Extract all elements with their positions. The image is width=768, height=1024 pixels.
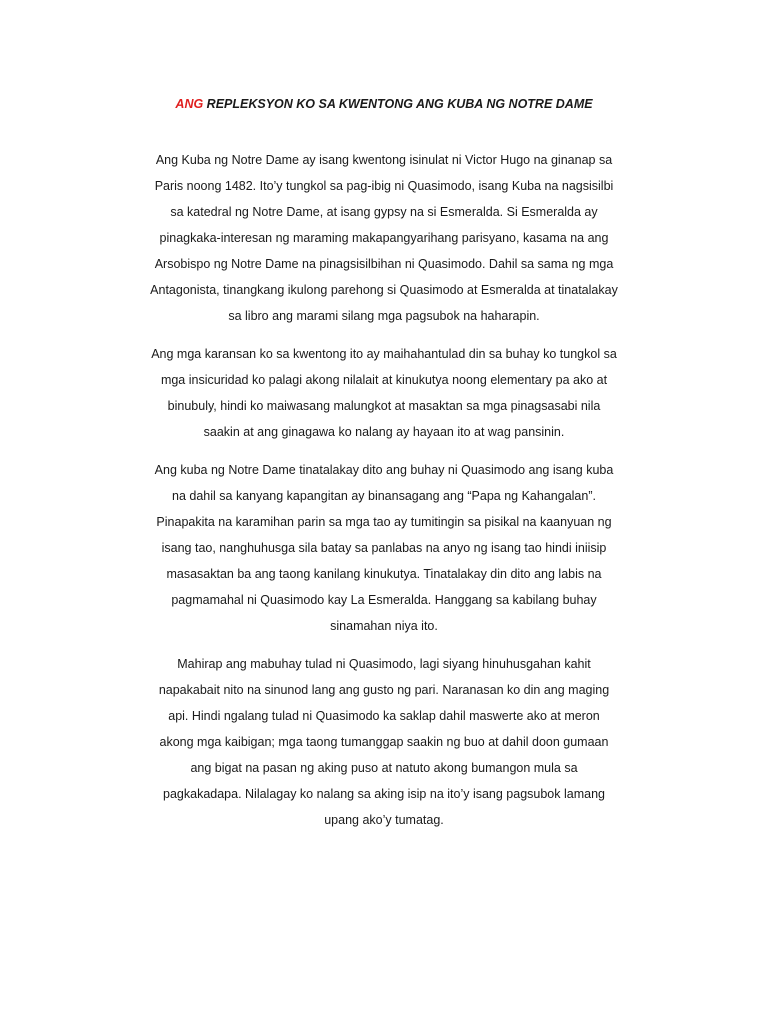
paragraph-2: Ang mga karansan ko sa kwentong ito ay maihahantulad din sa buhay ko tungkol sa mga insicuridad ko palagi akong nilalait at kinukutya noong elementary pa ako at binubuly, hindi ko maiwasang malungkot at masaktan sa mga pinagsasabi nila saakin at ang ginagawa ko nalang ay hayaan ito at wag pansinin. xyxy=(151,347,617,439)
paragraph-3: Ang kuba ng Notre Dame tinatalakay dito ang buhay ni Quasimodo ang isang kuba na dahil sa kanyang kapangitan ay binansagang ang “Papa ng Kahangalan”. Pinapakita na karamihan parin sa mga tao ay tumitingin sa pisikal na kaanyuan ng isang tao, nanghuhusga sila batay sa panlabas na anyo ng isang tao hindi iniisip masasaktan ba ang taong kanilang kinukutya. Tinatalakay din dito ang labis na pagmamahal ni Quasimodo kay La Esmeralda. Hanggang sa kabilang buhay sinamahan niya ito. xyxy=(154,463,614,633)
document-body xyxy=(150,147,618,845)
paragraph-1: Ang Kuba ng Notre Dame ay isang kwentong isinulat ni Victor Hugo na ginanap sa Paris noong 1482. Ito’y tungkol sa pag-ibig ni Quasimodo, isang Kuba na nagsisilbi sa katedral ng Notre Dame, at isang gypsy na si Esmeralda. Si Esmeralda ay pinagkaka-interesan ng maraming makapangyarihang parisyano, kasama na ang Arsobispo ng Notre Dame na pinagsisilbihan ni Quasimodo. Dahil sa sama ng mga Antagonista, tinangkang ikulong parehong si Quasimodo at Esmeralda at tinatalakay sa libro ang marami silang mga pagsubok na haharapin. xyxy=(150,153,618,323)
title-rest: REPLEKSYON KO SA KWENTONG ANG KUBA NG NOTRE DAME xyxy=(203,97,593,111)
document-title xyxy=(0,97,768,111)
title-accent-word: ANG xyxy=(175,97,204,111)
paragraph-4: Mahirap ang mabuhay tulad ni Quasimodo, lagi siyang hinuhusgahan kahit napakabait nito na sinunod lang ang gusto ng pari. Naranasan ko din ang maging api. Hindi ngalang tulad ni Quasimodo ka saklap dahil maswerte ako at meron akong mga kaibigan; mga taong tumanggap saakin ng buo at dahil doon gumaan ang bigat na pasan ng aking puso at natuto akong bumangon mula sa pagkakadapa. Nilalagay ko nalang sa aking isip na ito’y isang pagsubok lamang upang ako’y tumatag. xyxy=(158,657,610,827)
